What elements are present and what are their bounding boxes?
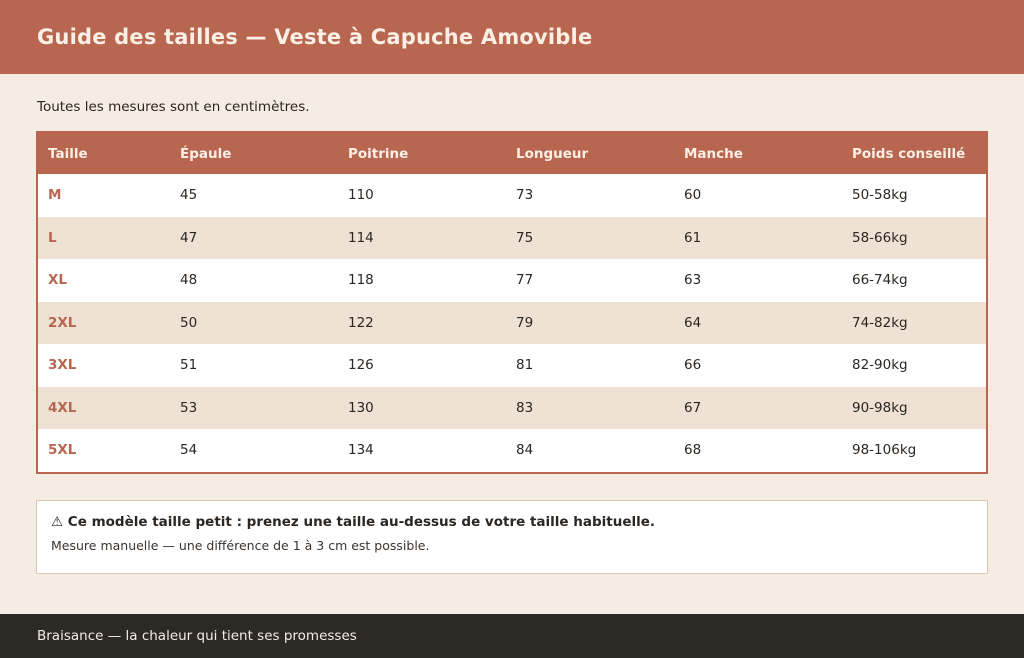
shoulder-cell: 51 (180, 357, 198, 374)
length-cell: 73 (516, 187, 534, 204)
shoulder-cell: 54 (180, 442, 198, 459)
sleeve-cell: 64 (684, 314, 702, 331)
size-cell: 3XL (48, 357, 77, 374)
footer-tagline: Braisance — la chaleur qui tient ses promesses (37, 628, 357, 644)
sleeve-cell: 68 (684, 442, 702, 459)
table-row (38, 302, 986, 345)
length-cell: 79 (516, 314, 534, 331)
size-chart-table (36, 131, 988, 474)
column-header-weight: Poids conseillé (852, 145, 966, 162)
shoulder-cell: 47 (180, 229, 198, 246)
table-row (38, 259, 986, 302)
page-title: Guide des tailles — Veste à Capuche Amovible (37, 25, 593, 49)
chest-cell: 110 (348, 187, 374, 204)
table-header-row (38, 133, 986, 174)
weight-cell: 98-106kg (852, 442, 917, 459)
length-cell: 83 (516, 399, 534, 416)
sleeve-cell: 60 (684, 187, 702, 204)
chest-cell: 122 (348, 314, 374, 331)
size-cell: M (48, 187, 62, 204)
sleeve-cell: 61 (684, 229, 702, 246)
table-row (38, 174, 986, 217)
shoulder-cell: 50 (180, 314, 198, 331)
units-note: Toutes les mesures sont en centimètres. (37, 99, 310, 115)
column-header-chest: Poitrine (348, 145, 409, 162)
chest-cell: 130 (348, 399, 374, 416)
shoulder-cell: 45 (180, 187, 198, 204)
measurement-disclaimer: Mesure manuelle — une différence de 1 à 3 cm est possible. (51, 538, 430, 553)
chest-cell: 114 (348, 229, 374, 246)
weight-cell: 50-58kg (852, 187, 908, 204)
chest-cell: 134 (348, 442, 374, 459)
sizing-warning: ⚠ Ce modèle taille petit : prenez une taille au-dessus de votre taille habituelle. (51, 514, 656, 530)
column-header-size: Taille (48, 145, 88, 162)
page-header (0, 0, 1024, 74)
page-footer (0, 614, 1024, 658)
length-cell: 77 (516, 272, 534, 289)
sizing-notice (36, 500, 988, 574)
sleeve-cell: 66 (684, 357, 702, 374)
size-cell: 2XL (48, 314, 77, 331)
length-cell: 84 (516, 442, 534, 459)
length-cell: 75 (516, 229, 534, 246)
size-cell: L (48, 229, 57, 246)
sleeve-cell: 67 (684, 399, 702, 416)
chest-cell: 118 (348, 272, 374, 289)
weight-cell: 82-90kg (852, 357, 908, 374)
shoulder-cell: 53 (180, 399, 198, 416)
chest-cell: 126 (348, 357, 374, 374)
size-cell: 4XL (48, 399, 77, 416)
shoulder-cell: 48 (180, 272, 198, 289)
column-header-shoulder: Épaule (180, 145, 232, 162)
weight-cell: 58-66kg (852, 229, 908, 246)
column-header-sleeve: Manche (684, 145, 743, 162)
sleeve-cell: 63 (684, 272, 702, 289)
table-row (38, 387, 986, 430)
length-cell: 81 (516, 357, 534, 374)
table-row (38, 344, 986, 387)
column-header-length: Longueur (516, 145, 589, 162)
table-row (38, 429, 986, 472)
size-cell: XL (48, 272, 68, 289)
weight-cell: 66-74kg (852, 272, 908, 289)
size-cell: 5XL (48, 442, 77, 459)
weight-cell: 74-82kg (852, 314, 908, 331)
table-row (38, 217, 986, 260)
weight-cell: 90-98kg (852, 399, 908, 416)
